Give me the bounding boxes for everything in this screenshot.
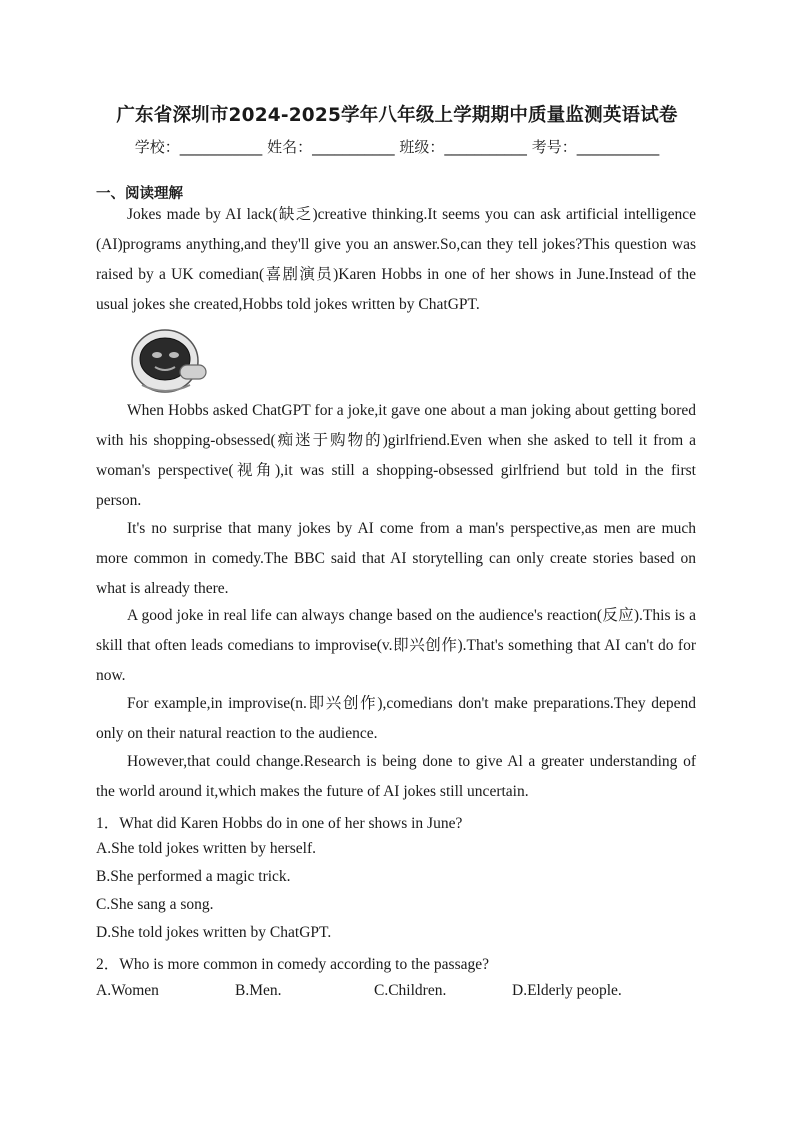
passage-paragraph-2: When Hobbs asked ChatGPT for a joke,it gave one about a man joking about getting bored with his shopping-obsessed(痴迷于购物的)girlfriend.Even when she asked to tell it from a woman's perspective(视角),it was still a shopping-obsessed girlfriend but told in the first person. (96, 402, 696, 509)
class-field: 班级：___________ (399, 138, 527, 156)
question-2-stem: 2．Who is more common in comedy according to the passage? (96, 956, 489, 973)
passage-paragraph-5: For example,in improvise(n.即兴创作),comedians don't make preparations.They depend only on their natural reaction to the audience. (96, 695, 696, 742)
question-2-option-c: C.Children. (374, 982, 447, 999)
passage-paragraph-6: However,that could change.Research is being done to give Al a greater understanding of the world around it,which makes the future of AI jokes still uncertain. (96, 753, 696, 800)
passage-paragraph-4: A good joke in real life can always change based on the audience's reaction(反应).This is a skill that often leads comedians to improvise(v.即兴创作).That's something that AI can't do for now. (96, 607, 696, 684)
passage-paragraph-1: Jokes made by AI lack(缺乏)creative thinking.It seems you can ask artificial intelligence (AI)programs anything,and they'll give you an answer.So,can they tell jokes?This question was raised by a UK comedian(喜剧演员)Karen Hobbs in one of her shows in June.Instead of the usual jokes she created,Hobbs told jokes written by ChatGPT. (96, 206, 696, 313)
exam-number-field: 考号：___________ (531, 138, 660, 156)
name-field: 姓名：___________ (267, 138, 395, 156)
robot-icon (128, 325, 210, 395)
question-1-option-c: C.She sang a song. (96, 896, 214, 913)
question-2-option-a: A.Women (96, 982, 159, 999)
question-1-option-b: B.She performed a magic trick. (96, 868, 291, 885)
question-1-stem: 1．What did Karen Hobbs do in one of her shows in June? (96, 815, 463, 832)
question-1-option-d: D.She told jokes written by ChatGPT. (96, 924, 332, 941)
student-info-line (0, 136, 794, 157)
exam-title: 广东省深圳市2024-2025学年八年级上学期期中质量监测英语试卷 (116, 105, 678, 126)
question-2-option-d: D.Elderly people. (512, 982, 622, 999)
section-title: 一、阅读理解 (96, 186, 183, 202)
school-field: 学校：___________ (134, 138, 263, 156)
question-2-option-b: B.Men. (235, 982, 282, 999)
passage-paragraph-3: It's no surprise that many jokes by AI come from a man's perspective,as men are much more common in comedy.The BBC said that AI storytelling can only create stories based on what is already there. (96, 520, 696, 597)
question-1-option-a: A.She told jokes written by herself. (96, 840, 316, 857)
